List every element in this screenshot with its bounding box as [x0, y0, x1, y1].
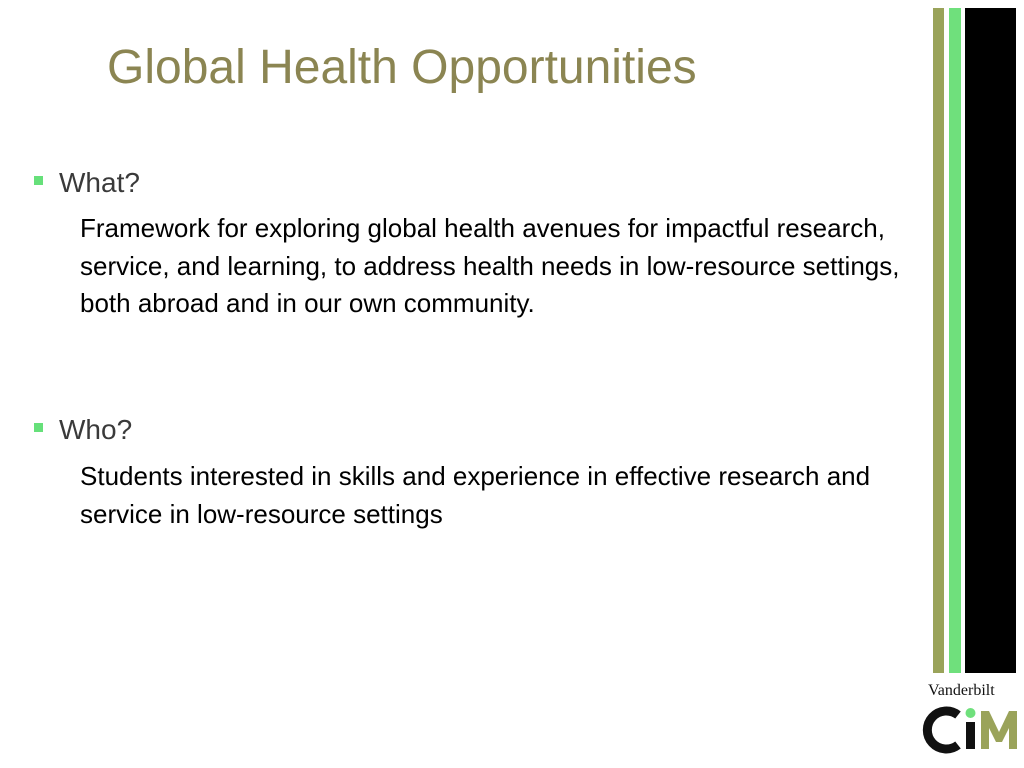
- square-bullet-icon: [34, 423, 43, 432]
- logo-wordmark: Vanderbilt: [928, 682, 995, 699]
- section-what-label: What?: [59, 167, 140, 198]
- section-who-body: Students interested in skills and experience in effective research and service in low-resource settings: [80, 461, 871, 529]
- square-bullet-icon: [34, 176, 43, 185]
- section-what-heading: [34, 166, 140, 200]
- vanderbilt-cim-logo: [918, 682, 1020, 758]
- cim-logo-mark-icon: [918, 702, 1020, 758]
- decorative-stripe-black: [965, 8, 1016, 673]
- section-who-label: Who?: [59, 414, 133, 445]
- section-who-heading: [34, 413, 132, 447]
- section-what-body: Framework for exploring global health avenues for impactful research, service, and learning, to address health needs in low-resource settings, both abroad and in our own community.: [80, 213, 900, 318]
- slide-title: Global Health Opportunities: [107, 41, 697, 94]
- decorative-stripe-olive: [933, 8, 944, 673]
- decorative-stripe-green: [949, 8, 961, 673]
